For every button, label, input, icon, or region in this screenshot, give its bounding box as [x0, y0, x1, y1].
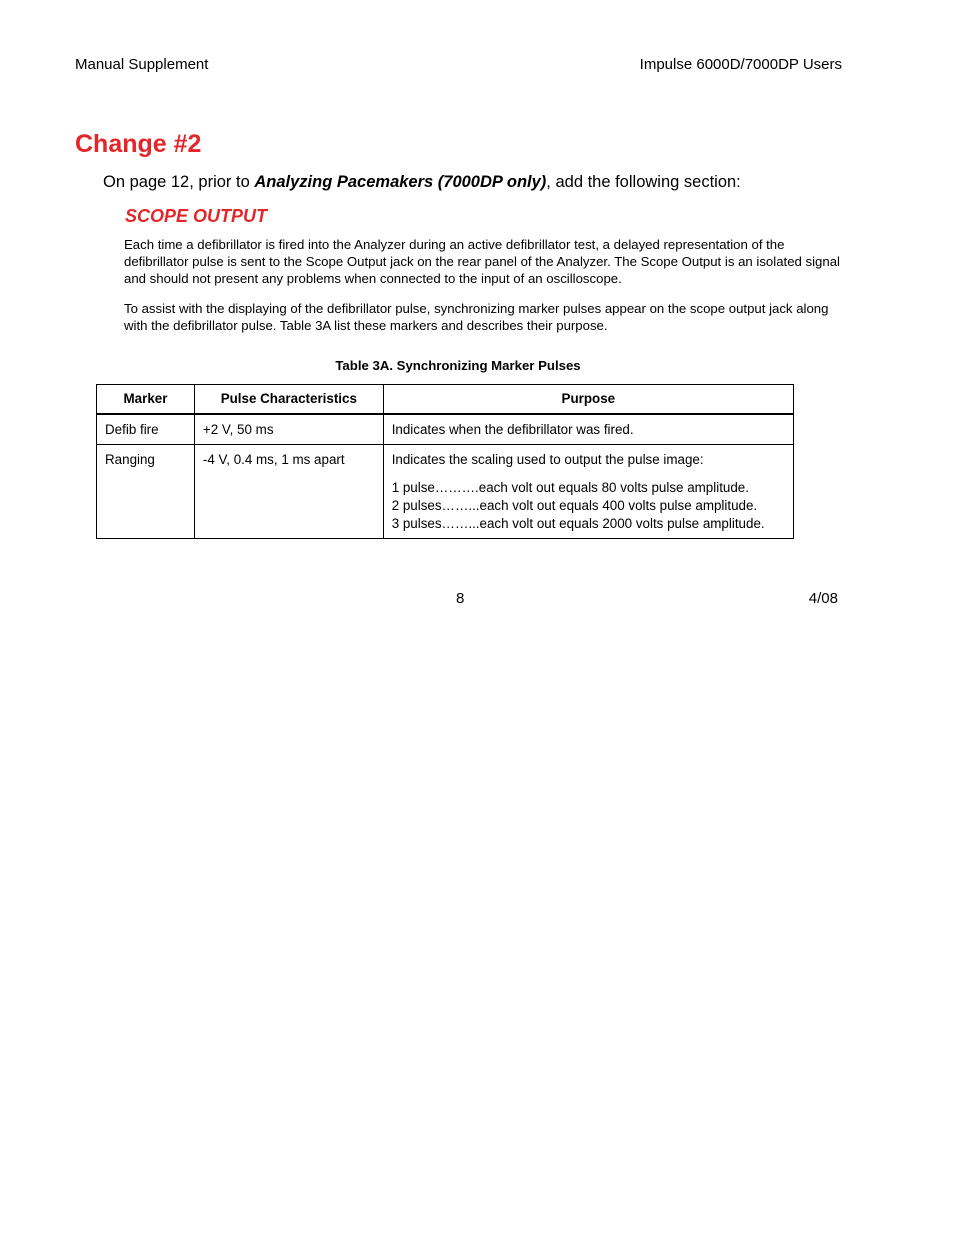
ranging-detail-list	[392, 479, 785, 533]
intro-suffix: , add the following section:	[546, 173, 741, 191]
revision-date: 4/08	[808, 590, 838, 607]
table-row	[97, 445, 794, 539]
intro-prefix: On page 12, prior to	[103, 173, 255, 191]
cell-marker: Defib fire	[97, 414, 195, 445]
column-header-pulse-characteristics: Pulse Characteristics	[194, 385, 383, 415]
page-number: 8	[456, 590, 465, 607]
cell-marker: Ranging	[97, 445, 195, 539]
paragraph-marker-pulses: To assist with the displaying of the defibrillator pulse, synchronizing marker pulses appear on the scope output jack along with the defibrillator pulse. Table 3A list these markers and describes their purpose.	[124, 301, 829, 333]
cell-purpose	[383, 445, 793, 539]
cell-purpose: Indicates when the defibrillator was fired.	[383, 414, 793, 445]
header-left-text: Manual Supplement	[75, 56, 209, 73]
table-header-row	[97, 385, 794, 415]
intro-emphasis: Analyzing Pacemakers (7000DP only)	[254, 173, 547, 191]
table-caption: Table 3A. Synchronizing Marker Pulses	[335, 358, 581, 373]
table-row	[97, 414, 794, 445]
cell-characteristics: -4 V, 0.4 ms, 1 ms apart	[194, 445, 383, 539]
marker-pulses-table	[96, 384, 794, 539]
cell-characteristics: +2 V, 50 ms	[194, 414, 383, 445]
section-title: SCOPE OUTPUT	[125, 206, 268, 226]
purpose-text: Indicates the scaling used to output the pulse image:	[391, 452, 704, 467]
ranging-detail-1-pulse: 1 pulse……….each volt out equals 80 volts pulse amplitude.	[391, 480, 749, 495]
intro-sentence	[103, 172, 741, 192]
column-header-marker: Marker	[97, 385, 195, 415]
ranging-detail-2-pulses: 2 pulses……...each volt out equals 400 volts pulse amplitude.	[391, 498, 758, 513]
paragraph-scope-output-description: Each time a defibrillator is fired into the Analyzer during an active defibrillator test, a delayed representation of the defibrillator pulse is sent to the Scope Output jack on the rear panel of the Analyzer. The Scope Output is an isolated signal and should not present any problems when connected to the input of an oscilloscope.	[124, 237, 840, 286]
header-right-text: Impulse 6000D/7000DP Users	[639, 56, 842, 73]
column-header-purpose: Purpose	[383, 385, 793, 415]
change-title: Change #2	[75, 130, 202, 158]
ranging-detail-3-pulses: 3 pulses……...each volt out equals 2000 volts pulse amplitude.	[391, 516, 765, 531]
